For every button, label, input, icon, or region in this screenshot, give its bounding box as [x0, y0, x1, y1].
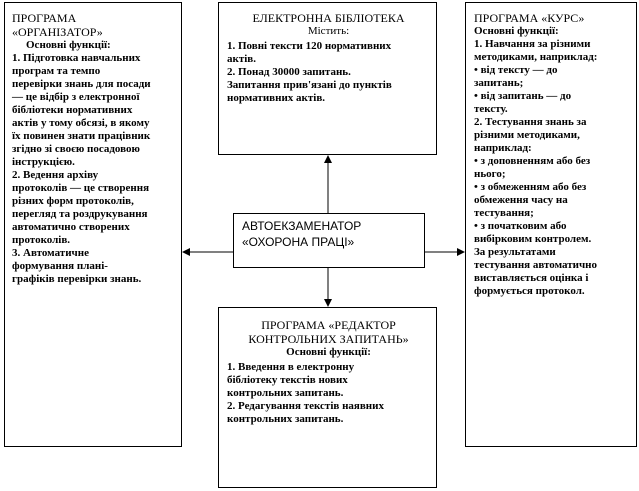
course-line: вибірковим контролем.	[474, 233, 592, 245]
course-line: • з початковим або	[474, 220, 567, 232]
course-line: виставляється оцінка і	[474, 272, 589, 284]
organizer-line: згідно зі своєю посадовою	[12, 143, 140, 155]
organizer-line: протоколів — це створення	[12, 182, 150, 194]
course-line: методиками, наприклад:	[474, 51, 598, 63]
course-line: обмеження часу на	[474, 194, 568, 206]
auto-examiner-title: АВТОЕКЗАМЕНАТОР	[242, 219, 362, 233]
organizer-functions	[12, 52, 175, 286]
course-line: тестування автоматично	[474, 259, 598, 271]
organizer-line: протоколів.	[12, 234, 71, 246]
editor-title	[227, 318, 430, 346]
organizer-line: 1. Підготовка навчальних	[12, 52, 141, 64]
course-line: нього;	[474, 168, 506, 180]
course-line: 2. Тестування знань за	[474, 116, 587, 128]
organizer-line: перевірки знань для посади	[12, 78, 151, 90]
library-line: актів.	[227, 53, 256, 65]
course-line: тестування;	[474, 207, 534, 219]
organizer-title-line: «ОРГАНІЗАТОР»	[12, 25, 103, 39]
library-contents	[227, 40, 430, 105]
course-line: різними методиками,	[474, 129, 580, 141]
organizer-line: перегляд та роздрукування	[12, 208, 148, 220]
organizer-line: автоматично створених	[12, 221, 130, 233]
editor-line: контрольних запитань.	[227, 387, 344, 399]
editor-line: бібліотеку текстів нових	[227, 374, 348, 386]
organizer-line: графіків перевірки знань.	[12, 273, 142, 285]
course-program-box	[465, 2, 637, 447]
library-line: 1. Повні тексти 120 нормативних	[227, 40, 392, 52]
organizer-line: актів у тому обсязі, в якому	[12, 117, 150, 129]
editor-title-line: КОНТРОЛЬНИХ ЗАПИТАНЬ»	[248, 332, 409, 346]
course-line: • від тексту — до	[474, 64, 558, 76]
editor-line: 2. Редагування текстів наявних	[227, 400, 384, 412]
library-line: 2. Понад 30000 запитань.	[227, 66, 351, 78]
editor-subtitle: Основні функції:	[286, 346, 371, 358]
organizer-program-box	[4, 2, 182, 447]
organizer-line: 3. Автоматичне	[12, 247, 89, 259]
library-title: ЕЛЕКТРОННА БІБЛІОТЕКА	[252, 11, 405, 25]
organizer-title	[12, 11, 175, 39]
editor-title-line: ПРОГРАМА «РЕДАКТОР	[261, 318, 396, 332]
organizer-line: різних форм протоколів,	[12, 195, 134, 207]
electronic-library-box	[218, 2, 437, 155]
course-line: формується протокол.	[474, 285, 585, 297]
course-line: тексту.	[474, 103, 508, 115]
organizer-subtitle: Основні функції:	[26, 39, 111, 51]
editor-functions	[227, 361, 430, 426]
course-line: • з обмеженням або без	[474, 181, 587, 193]
editor-line: 1. Введення в електронну	[227, 361, 355, 373]
organizer-line: бібліотеки нормативних	[12, 104, 133, 116]
auto-examiner-box	[233, 213, 425, 268]
course-line: • від запитань — до	[474, 90, 572, 102]
organizer-line: їх повинен знати працівник	[12, 130, 151, 142]
course-subtitle: Основні функції:	[474, 25, 559, 37]
course-functions	[474, 38, 630, 298]
auto-examiner-subtitle: «ОХОРОНА ПРАЦІ»	[242, 235, 355, 249]
editor-line: контрольних запитань.	[227, 413, 344, 425]
organizer-title-line: ПРОГРАМА	[12, 11, 77, 25]
library-subtitle: Містить:	[307, 25, 350, 37]
organizer-line: інструкцією.	[12, 156, 75, 168]
organizer-line: — це відбір з електронної	[12, 91, 140, 103]
library-line: нормативних актів.	[227, 92, 326, 104]
course-title: ПРОГРАМА «КУРС»	[474, 11, 585, 25]
course-line: За результатами	[474, 246, 556, 258]
organizer-line: програм та темпо	[12, 65, 101, 77]
organizer-line: 2. Ведення архіву	[12, 169, 99, 181]
library-line: Запитання прив'язані до пунктів	[227, 79, 392, 91]
course-line: 1. Навчання за різними	[474, 38, 591, 50]
course-line: запитань;	[474, 77, 524, 89]
course-line: наприклад:	[474, 142, 532, 154]
question-editor-box	[218, 307, 437, 488]
course-line: • з доповненням або без	[474, 155, 591, 167]
organizer-line: формування плані-	[12, 260, 108, 272]
